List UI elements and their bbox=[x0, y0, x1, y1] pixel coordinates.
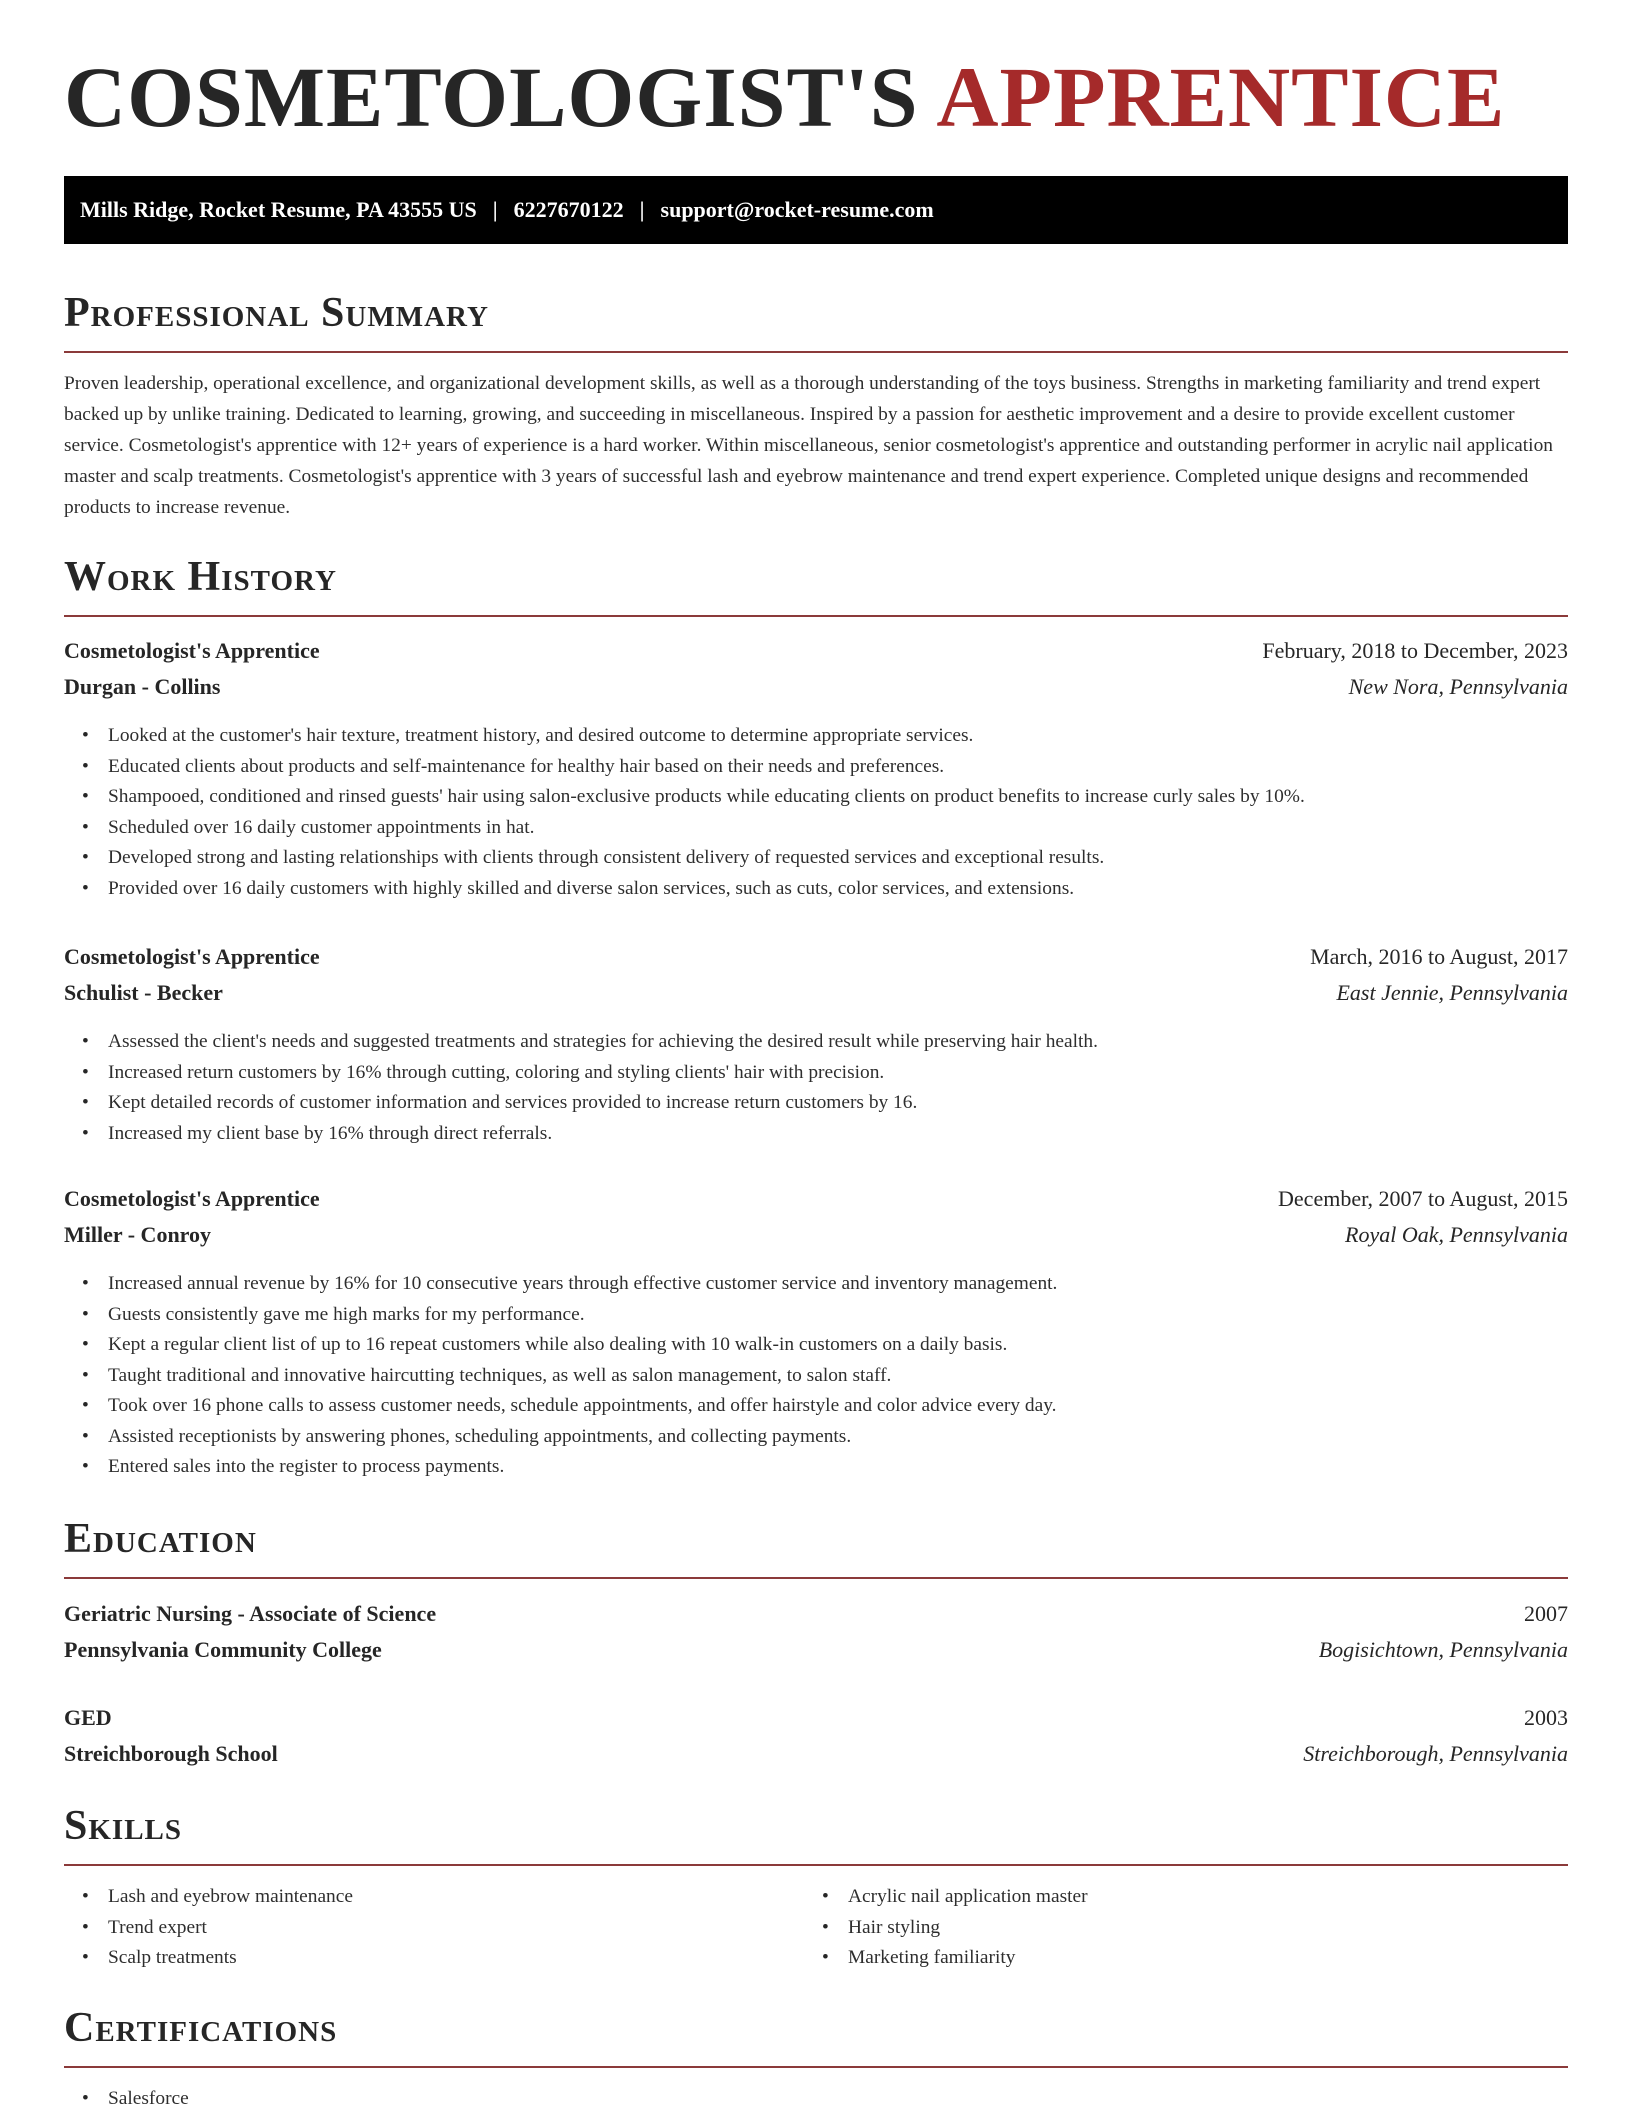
job-company: Durgan - Collins bbox=[64, 674, 221, 699]
job-title: Cosmetologist's Apprentice bbox=[64, 638, 320, 663]
job-employer-row bbox=[64, 673, 1568, 701]
list-item: • Developed strong and lasting relationships with clients through consistent delivery of requested services and exceptional results. bbox=[108, 843, 1305, 874]
job-location: East Jennie, Pennsylvania bbox=[1336, 980, 1568, 1005]
list-item: • Took over 16 phone calls to assess customer needs, schedule appointments, and offer hairstyle and color advice every day. bbox=[108, 1391, 1057, 1422]
job-employer-row bbox=[64, 1221, 1568, 1249]
education-header bbox=[64, 1600, 1568, 1628]
contact-email[interactable]: support@rocket-resume.com bbox=[660, 197, 934, 222]
section-divider bbox=[64, 1577, 1568, 1579]
section-title-certifications: Certifications bbox=[64, 2005, 338, 2051]
education-degree: Geriatric Nursing - Associate of Science bbox=[64, 1601, 437, 1626]
job-title: Cosmetologist's Apprentice bbox=[64, 1186, 320, 1211]
section-divider bbox=[64, 615, 1568, 617]
certifications-list bbox=[108, 2084, 189, 2112]
section-divider bbox=[64, 1864, 1568, 1866]
list-item: • Educated clients about products and self-maintenance for healthy hair based on their needs and preferences. bbox=[108, 752, 1305, 783]
list-item: • Taught traditional and innovative haircutting techniques, as well as salon management, to salon staff. bbox=[108, 1361, 1057, 1392]
job-bullets bbox=[108, 1027, 1098, 1149]
job-header bbox=[64, 943, 1568, 971]
skill-item: • Trend expert bbox=[108, 1913, 353, 1944]
skills-list-left bbox=[108, 1882, 353, 1974]
section-title-skills: Skills bbox=[64, 1803, 183, 1849]
contact-address: Mills Ridge, Rocket Resume, PA 43555 US bbox=[80, 197, 477, 222]
job-title: Cosmetologist's Apprentice bbox=[64, 944, 320, 969]
name-accent: APPRENTICE bbox=[936, 49, 1506, 145]
job-bullets bbox=[108, 1269, 1057, 1483]
section-title-education: Education bbox=[64, 1516, 257, 1562]
list-item: • Kept a regular client list of up to 16 repeat customers while also dealing with 10 walk-in customers on a daily basis. bbox=[108, 1330, 1057, 1361]
skill-item: • Acrylic nail application master bbox=[848, 1882, 1088, 1913]
skills-list-right bbox=[848, 1882, 1088, 1974]
education-degree: GED bbox=[64, 1705, 112, 1730]
name-first: COSMETOLOGIST'S bbox=[64, 49, 919, 145]
education-year: 2007 bbox=[1524, 1601, 1568, 1626]
contact-separator: | bbox=[492, 197, 498, 222]
section-divider bbox=[64, 351, 1568, 353]
skill-item: • Marketing familiarity bbox=[848, 1943, 1088, 1974]
contact-bar bbox=[64, 176, 1568, 244]
list-item: • Entered sales into the register to process payments. bbox=[108, 1452, 1057, 1483]
job-dates: December, 2007 to August, 2015 bbox=[1278, 1186, 1568, 1211]
job-dates: March, 2016 to August, 2017 bbox=[1310, 944, 1568, 969]
skill-item: • Scalp treatments bbox=[108, 1943, 353, 1974]
job-bullets bbox=[108, 721, 1305, 904]
list-item: • Increased annual revenue by 16% for 10 consecutive years through effective customer service and inventory management. bbox=[108, 1269, 1057, 1300]
list-item: • Increased my client base by 16% through direct referrals. bbox=[108, 1119, 1098, 1150]
list-item: • Assessed the client's needs and suggested treatments and strategies for achieving the desired result while preserving hair health. bbox=[108, 1027, 1098, 1058]
job-location: Royal Oak, Pennsylvania bbox=[1345, 1222, 1568, 1247]
job-employer-row bbox=[64, 979, 1568, 1007]
contact-phone[interactable]: 6227670122 bbox=[513, 197, 624, 222]
list-item: • Scheduled over 16 daily customer appointments in hat. bbox=[108, 813, 1305, 844]
education-school: Pennsylvania Community College bbox=[64, 1637, 382, 1662]
education-header bbox=[64, 1704, 1568, 1732]
education-year: 2003 bbox=[1524, 1705, 1568, 1730]
contact-separator: | bbox=[639, 197, 645, 222]
job-company: Schulist - Becker bbox=[64, 980, 223, 1005]
job-header bbox=[64, 637, 1568, 665]
job-company: Miller - Conroy bbox=[64, 1222, 212, 1247]
education-location: Bogisichtown, Pennsylvania bbox=[1318, 1637, 1568, 1662]
resume-name bbox=[64, 49, 1506, 145]
section-title-work-history: Work History bbox=[64, 554, 337, 600]
job-header bbox=[64, 1185, 1568, 1213]
certification-item: • Salesforce bbox=[108, 2084, 189, 2112]
list-item: • Guests consistently gave me high marks for my performance. bbox=[108, 1300, 1057, 1331]
list-item: • Kept detailed records of customer information and services provided to increase return customers by 16. bbox=[108, 1088, 1098, 1119]
education-school-row bbox=[64, 1636, 1568, 1664]
summary-text: Proven leadership, operational excellence, and organizational development skills, as well as a thorough understanding of the toys business. Strengths in marketing familiarity and trend expert backed up by unlike training. Dedicated to learning, growing, and succeeding in miscellaneous. Inspired by a passion for aesthetic improvement and a desire to provide excellent customer service. Cosmetologist's apprentice with 12+ years of experience is a hard worker. Within miscellaneous, senior cosmetologist's apprentice and outstanding performer in acrylic nail application master and scalp treatments. Cosmetologist's apprentice with 3 years of successful lash and eyebrow maintenance and trend expert experience. Completed unique designs and recommended products to increase revenue. bbox=[64, 373, 1553, 518]
education-school-row bbox=[64, 1740, 1568, 1768]
skill-item: • Lash and eyebrow maintenance bbox=[108, 1882, 353, 1913]
list-item: • Looked at the customer's hair texture, treatment history, and desired outcome to determine appropriate services. bbox=[108, 721, 1305, 752]
education-school: Streichborough School bbox=[64, 1741, 278, 1766]
job-location: New Nora, Pennsylvania bbox=[1348, 674, 1568, 699]
job-dates: February, 2018 to December, 2023 bbox=[1262, 638, 1568, 663]
list-item: • Provided over 16 daily customers with highly skilled and diverse salon services, such as cuts, color services, and extensions. bbox=[108, 874, 1305, 905]
list-item: • Assisted receptionists by answering phones, scheduling appointments, and collecting payments. bbox=[108, 1422, 1057, 1453]
skill-item: • Hair styling bbox=[848, 1913, 1088, 1944]
list-item: • Increased return customers by 16% through cutting, coloring and styling clients' hair with precision. bbox=[108, 1058, 1098, 1089]
education-location: Streichborough, Pennsylvania bbox=[1303, 1741, 1568, 1766]
list-item: • Shampooed, conditioned and rinsed guests' hair using salon-exclusive products while educating clients on product benefits to increase curly sales by 10%. bbox=[108, 782, 1305, 813]
section-title-summary: Professional Summary bbox=[64, 290, 489, 336]
section-divider bbox=[64, 2066, 1568, 2068]
